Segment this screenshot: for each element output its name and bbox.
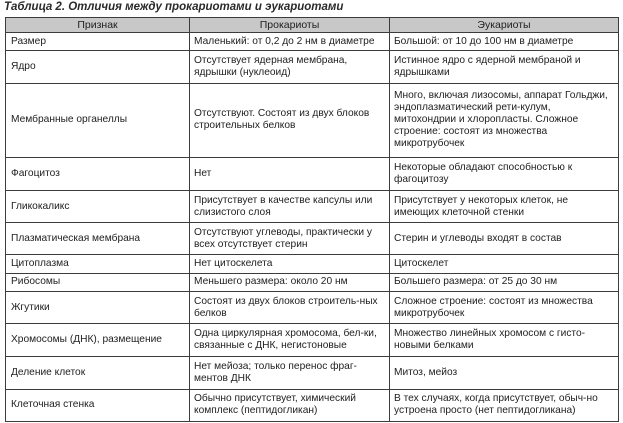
table-row — [6, 190, 619, 222]
eukaryote-cell: Стерин и углеводы входят в состав — [390, 223, 619, 255]
eukaryote-cell: Сложное строение: состоят из множества микротрубочек — [390, 291, 619, 323]
header-feature: Признак — [6, 18, 190, 33]
prokaryote-cell: Меньшего размера: около 20 нм — [190, 273, 390, 291]
feature-cell: Жгутики — [6, 291, 190, 323]
eukaryote-cell: Цитоскелет — [390, 255, 619, 273]
table-row — [6, 291, 619, 323]
feature-cell: Цитоплазма — [6, 255, 190, 273]
feature-cell: Размер — [6, 33, 190, 51]
eukaryote-cell: Большего размера: от 25 до 30 нм — [390, 273, 619, 291]
prokaryote-cell: Состоят из двух блоков строитель-ных белков — [190, 291, 390, 323]
table-caption: Таблица 2. Отличия между прокариотами и эукариотами — [4, 1, 344, 13]
eukaryote-cell: Истинное ядро с ядерной мембраной и ядрышками — [390, 51, 619, 83]
prokaryote-cell: Отсутствуют. Состоят из двух блоков строительных белков — [190, 83, 390, 157]
feature-cell: Деление клеток — [6, 357, 190, 389]
table-row — [6, 389, 619, 421]
comparison-table — [5, 17, 619, 422]
feature-cell: Мембранные органеллы — [6, 83, 190, 157]
prokaryote-cell: Одна циркулярная хромосома, бел-ки, связанные с ДНК, негистоновые — [190, 324, 390, 357]
prokaryote-cell: Нет мейоза; только перенос фраг-ментов ДНК — [190, 357, 390, 389]
feature-cell: Плазматическая мембрана — [6, 223, 190, 255]
table-row — [6, 51, 619, 83]
prokaryote-cell: Отсутствуют углеводы, практически у всех отсутствует стерин — [190, 223, 390, 255]
table-row — [6, 255, 619, 273]
prokaryote-cell: Присутствует в качестве капсулы или слизистого слоя — [190, 190, 390, 222]
header-prokaryotes: Прокариоты — [190, 18, 390, 33]
header-eukaryotes: Эукариоты — [390, 18, 619, 33]
prokaryote-cell: Отсутствует ядерная мембрана, ядрышки (нуклеоид) — [190, 51, 390, 83]
prokaryote-cell: Нет цитоскелета — [190, 255, 390, 273]
eukaryote-cell: Некоторые обладают способностью к фагоцитозу — [390, 157, 619, 190]
feature-cell: Гликокаликс — [6, 190, 190, 222]
prokaryote-cell: Маленький: от 0,2 до 2 нм в диаметре — [190, 33, 390, 51]
eukaryote-cell: В тех случаях, когда присутствует, обыч-но устроена просто (нет пептидогликана) — [390, 389, 619, 421]
header-row — [6, 18, 619, 33]
eukaryote-cell: Много, включая лизосомы, аппарат Гольджи, эндоплазматический рети-кулум, митохондрии и хлоропласты. Сложное строение: состоят из множества микротрубочек — [390, 83, 619, 157]
table-row — [6, 33, 619, 51]
table-row — [6, 324, 619, 357]
feature-cell: Фагоцитоз — [6, 157, 190, 190]
eukaryote-cell: Множество линейных хромосом с гисто-новыми белками — [390, 324, 619, 357]
feature-cell: Ядро — [6, 51, 190, 83]
prokaryote-cell: Нет — [190, 157, 390, 190]
feature-cell: Клеточная стенка — [6, 389, 190, 421]
table-row — [6, 223, 619, 255]
eukaryote-cell: Большой: от 10 до 100 нм в диаметре — [390, 33, 619, 51]
eukaryote-cell: Митоз, мейоз — [390, 357, 619, 389]
table-row — [6, 357, 619, 389]
prokaryote-cell: Обычно присутствует, химический комплекс (пептидогликан) — [190, 389, 390, 421]
feature-cell: Хромосомы (ДНК), размещение — [6, 324, 190, 357]
feature-cell: Рибосомы — [6, 273, 190, 291]
table-row — [6, 157, 619, 190]
table-row — [6, 83, 619, 157]
eukaryote-cell: Присутствует у некоторых клеток, не имеющих клеточной стенки — [390, 190, 619, 222]
table-row — [6, 273, 619, 291]
